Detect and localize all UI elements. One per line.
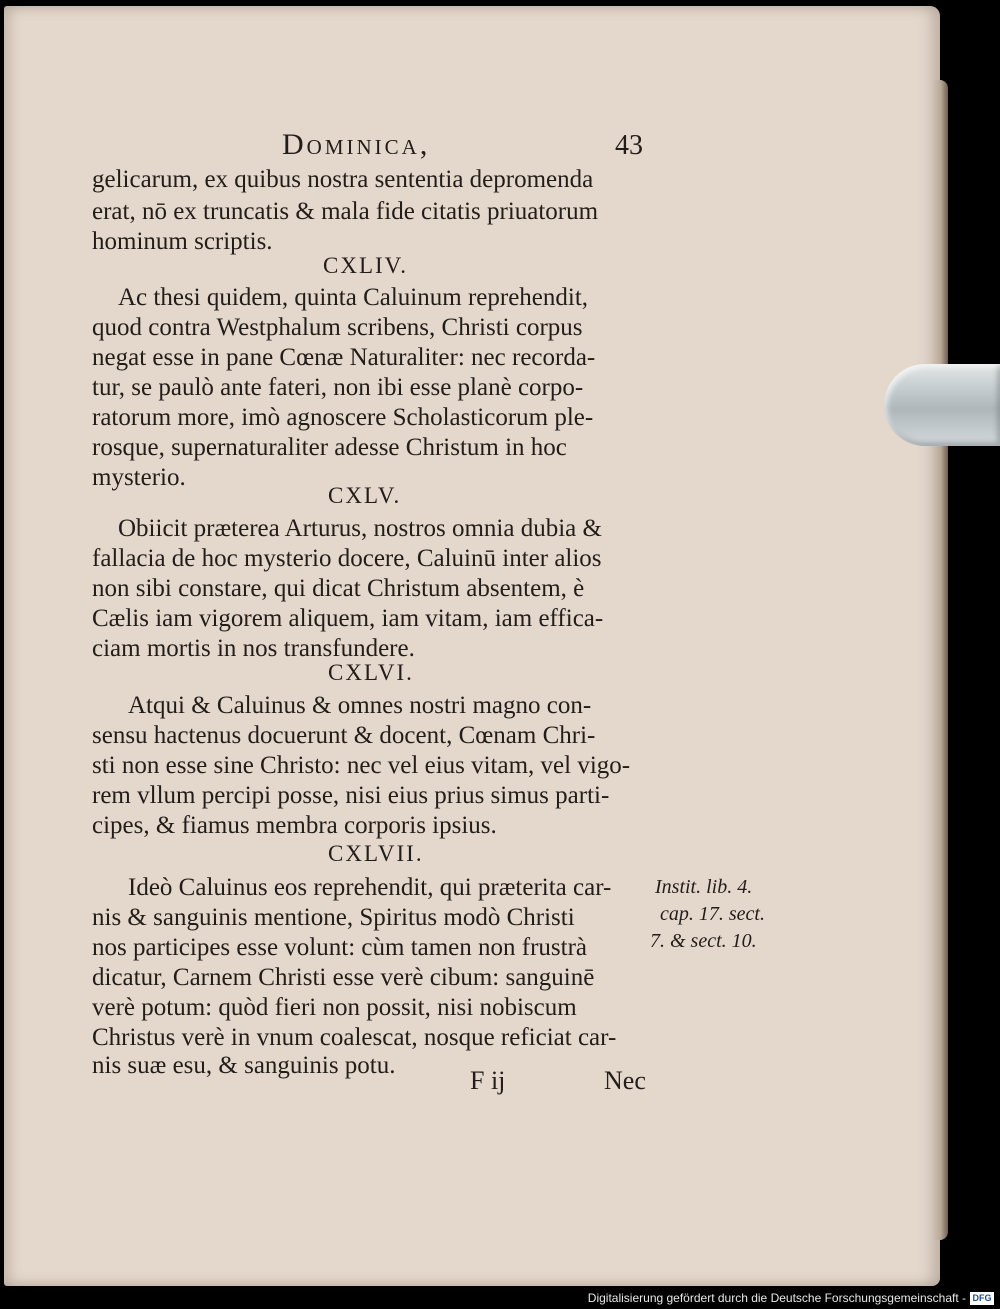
text-line: ciam mortis in nos transfundere. (92, 635, 415, 662)
text-line: hominum scriptis. (92, 228, 273, 255)
dfg-logo: DFG (970, 1292, 994, 1305)
marginal-note: cap. 17. sect. (660, 903, 765, 925)
section-number: CXLIV. (323, 253, 409, 278)
text-line: rosque, supernaturaliter adesse Christum in hoc (92, 434, 567, 461)
text-line: gelicarum, ex quibus nostra sententia depromenda (92, 166, 594, 193)
text-line: fallacia de hoc mysterio docere, Caluinū inter alios (92, 545, 602, 572)
section-number: CXLVI. (328, 660, 414, 685)
text-line: nis suæ esu, & sanguinis potu. (92, 1052, 396, 1079)
text-line: negat esse in pane Cœnæ Naturaliter: nec recorda- (92, 344, 596, 371)
text-line: Atqui & Caluinus & omnes nostri magno con- (128, 692, 592, 719)
text-line: nos participes esse volunt: cùm tamen non frustrà (92, 934, 588, 961)
section-number: CXLV. (328, 483, 402, 508)
text-line: cipes, & fiamus membra corporis ipsius. (92, 812, 497, 839)
text-line: quod contra Westphalum scribens, Christi corpus (92, 314, 583, 341)
text-line: tur, se paulò ante fateri, non ibi esse planè corpo- (92, 374, 584, 401)
page-number: 43 (615, 130, 643, 161)
text-line: non sibi constare, qui dicat Christum absentem, è (92, 575, 585, 602)
text-line: Christus verè in vnum coalescat, nosque reficiat car- (92, 1024, 617, 1051)
text-line: ratorum more, imò agnoscere Scholasticorum ple- (92, 404, 594, 431)
credit-text: Digitalisierung gefördert durch die Deutsche Forschungsgemeinschaft - (587, 1291, 966, 1305)
text-line: mysterio. (92, 464, 186, 491)
text-line: dicatur, Carnem Christi esse verè cibum: sanguinē (92, 964, 595, 991)
text-line: Ideò Caluinus eos reprehendit, qui præterita car- (128, 874, 612, 901)
text-line: sti non esse sine Christo: nec vel eius vitam, vel vigo- (92, 752, 631, 779)
signature-mark: F ij (470, 1066, 506, 1095)
text-line: Ac thesi quidem, quinta Caluinum reprehendit, (118, 284, 589, 311)
text-line: Cælis iam vigorem aliquem, iam vitam, iam effica- (92, 605, 604, 632)
page-clip (884, 364, 1000, 446)
section-number: CXLVII. (328, 841, 424, 866)
running-header: Dominica, (282, 128, 431, 161)
text-line: nis & sanguinis mentione, Spiritus modò Christi (92, 904, 575, 931)
text-line: verè potum: quòd fieri non possit, nisi nobiscum (92, 994, 577, 1021)
text-line: rem vllum percipi posse, nisi eius prius simus parti- (92, 782, 610, 809)
text-line: erat, nō ex truncatis & mala fide citatis priuatorum (92, 198, 599, 225)
page-edge (930, 80, 948, 1240)
marginal-note: Instit. lib. 4. (655, 876, 753, 898)
catchword: Nec (604, 1066, 646, 1095)
marginal-note: 7. & sect. 10. (650, 930, 757, 952)
text-line: Obiicit præterea Arturus, nostros omnia dubia & (118, 515, 602, 542)
text-line: sensu hactenus docuerunt & docent, Cœnam Chri- (92, 722, 596, 749)
